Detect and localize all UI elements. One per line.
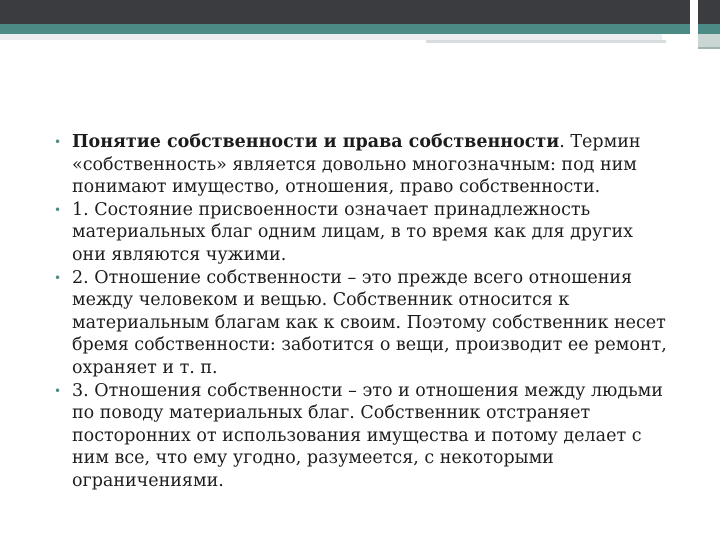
list-item (50, 131, 670, 199)
bullet-icon: • (54, 270, 62, 285)
item-text: 3. Отношения собственности – это и отношения между людьми по поводу материальных благ. Собственник отстраняет посторонних от использования имущества и потому делает с ним все, что ему угодно, разумеется, с некоторыми ограничениями. (72, 380, 663, 491)
bullet-icon: • (54, 135, 62, 149)
top-header-bar (0, 0, 690, 24)
corner-header-block (698, 0, 720, 24)
corner-divider-line (698, 47, 720, 49)
item-text: . Термин «собственность» является довольно многозначным: под ним понимают имущество, отношения, право собственности. (72, 132, 641, 198)
corner-light-block (698, 34, 720, 48)
item-heading: Понятие собственности и права собственности (72, 132, 560, 152)
item-text: 1. Состояние присвоенности означает принадлежность материальных благ одним лицам, в то время как для других они являются чужими. (72, 199, 634, 265)
list-item (50, 267, 670, 380)
top-accent-bar (0, 24, 690, 34)
list-item (50, 380, 670, 493)
bullet-icon: • (54, 202, 62, 217)
bullet-list (50, 131, 670, 493)
list-item (50, 199, 670, 267)
bullet-icon: • (54, 383, 62, 398)
corner-accent-block (698, 24, 720, 34)
header-sub-line (426, 40, 666, 43)
slide-body (50, 131, 670, 493)
header-gap (690, 0, 698, 48)
item-text: 2. Отношение собственности – это прежде всего отношения между человеком и вещью. Собственник относится к материальным благам как к своим. Поэтому собственник несет бремя собственности: заботится о вещи, производит ее ремонт, охраняет и т. п. (72, 267, 667, 378)
